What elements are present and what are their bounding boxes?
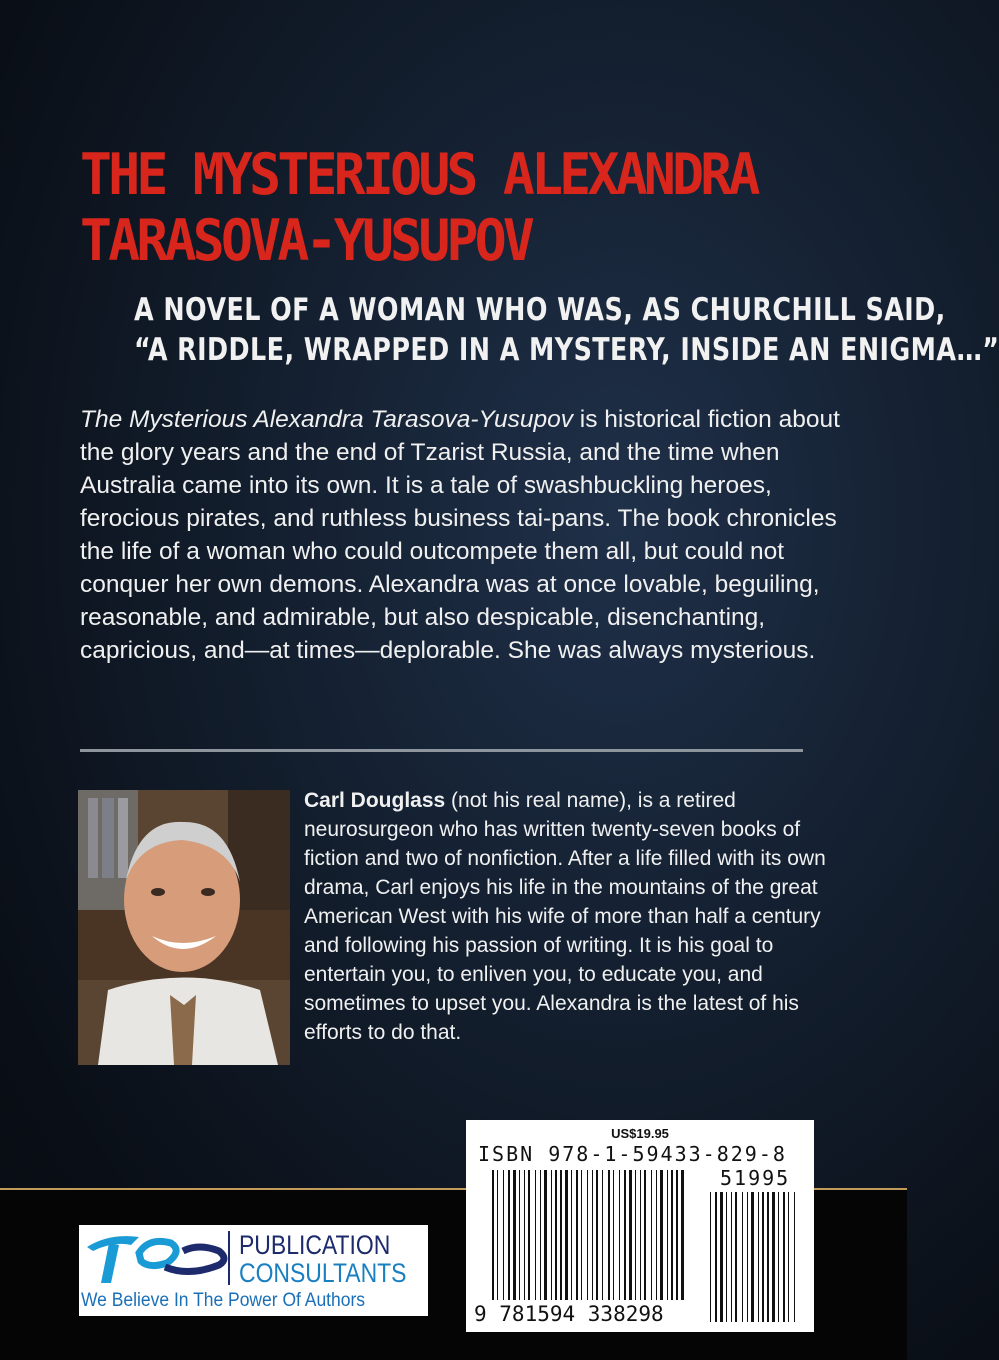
publisher-tagline: We Believe In The Power Of Authors [81, 1290, 366, 1311]
author-photo [78, 790, 290, 1065]
tagline-line-1: A NOVEL OF A WOMAN WHO WAS, AS CHURCHILL SAID, [134, 292, 946, 328]
description-book-title: The Mysterious Alexandra Tarasova-Yusupov [80, 406, 573, 433]
barcode-digits: 9 781594 338298 [474, 1302, 664, 1326]
price: US$19.95 [611, 1126, 669, 1141]
barcode-addon-number: 51995 [720, 1166, 791, 1190]
book-title [80, 142, 815, 274]
tagline-line-2: “A RIDDLE, WRAPPED IN A MYSTERY, INSIDE AN ENIGMA…” [134, 332, 999, 368]
title-line-1: THE MYSTERIOUS ALEXANDRA [80, 142, 757, 208]
publisher-logo [79, 1225, 428, 1316]
author-name: Carl Douglass [304, 789, 446, 812]
barcode-block [466, 1120, 814, 1332]
title-line-2: TARASOVA-YUSUPOV [80, 208, 532, 274]
publisher-name-line-1: PUBLICATION [239, 1230, 391, 1260]
tagline [134, 290, 999, 370]
pc-logo-mark-icon [79, 1225, 239, 1289]
book-description [80, 403, 840, 667]
isbn: ISBN 978-1-59433-829-8 [478, 1142, 787, 1166]
author-bio-text: (not his real name), is a retired neurosurgeon who has written twenty-seven books of fiction and two of nonfiction. After a life filled with its own drama, Carl enjoys his life in the mountains of the great American West with his wife of more than half a century and following his passion of writing. It is his goal to entertain you, to enliven you, to educate you, and sometimes to upset you. Alexandra is the latest of his efforts to do that. [304, 789, 826, 1044]
publisher-name-line-2: CONSULTANTS [239, 1258, 407, 1288]
divider [80, 749, 803, 752]
barcode-icon [466, 1120, 814, 1332]
description-text: is historical fiction about the glory years and the end of Tzarist Russia, and the time when Australia came into its own. It is a tale of swashbuckling heroes, ferocious pirates, and ruthless business tai-pans. The book chronicles the life of a woman who could outcompete them all, but could not conquer her own demons. Alexandra was at once lovable, beguiling, reasonable, and admirable, but also despicable, disenchanting, capricious, and—at times—deplorable. She was always mysterious. [80, 406, 840, 664]
author-bio [304, 786, 844, 1047]
